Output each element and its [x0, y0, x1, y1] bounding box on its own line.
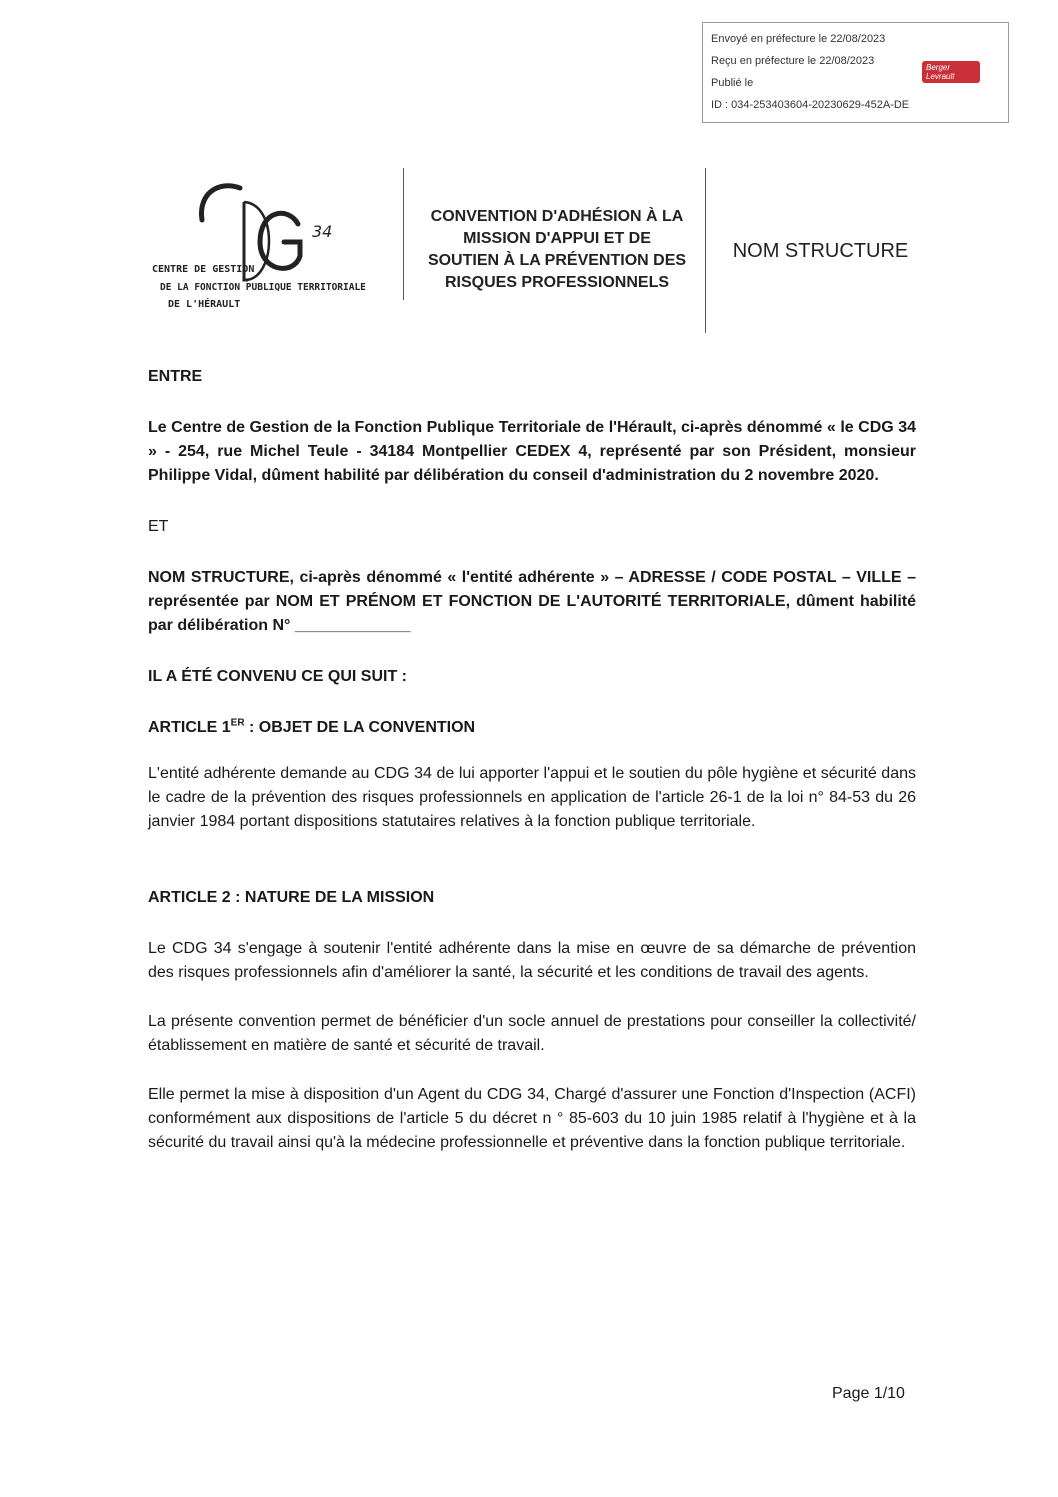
stamp-line-envoye: Envoyé en préfecture le 22/08/2023 — [711, 33, 886, 45]
article-2-paragraph-1: Le CDG 34 s'engage à soutenir l'entité adhérente dans la mise en œuvre de sa démarche de prévention des risques professionnels afin d'améliorer la santé, la sécurité et les conditions de travail des agents. — [148, 940, 916, 981]
article-1-title: ARTICLE 1ER : OBJET DE LA CONVENTION — [148, 717, 476, 736]
stamp-line-publie: Publié le — [711, 77, 754, 89]
logo-number: 34 — [312, 222, 333, 241]
header-divider-right — [705, 168, 706, 333]
nom-structure: NOM STRUCTURE — [732, 240, 909, 262]
logo-line-1: CENTRE DE GESTION — [152, 264, 255, 275]
berger-levrault-logo: Berger Levrault — [922, 61, 980, 83]
document-header — [0, 160, 1058, 340]
entre-label: ENTRE — [148, 368, 203, 385]
convention-title: CONVENTION D'ADHÉSION À LA MISSION D'APPUI ET DE SOUTIEN À LA PRÉVENTION DES RISQUES PROFESSIONNELS — [427, 208, 687, 291]
article-1-text: L'entité adhérente demande au CDG 34 de lui apporter l'appui et le soutien du pôle hygiène et sécurité dans le cadre de la prévention des risques professionnels en application de l'article 26-1 de la loi n° 84-53 du 26 janvier 1984 portant dispositions statutaires relatives à la fonction publique territoriale. — [148, 765, 916, 830]
stamp-line-id: ID : 034-253403604-20230629-452A-DE — [711, 99, 910, 111]
convenu-heading: IL A ÉTÉ CONVENU CE QUI SUIT : — [148, 668, 407, 685]
logo-line-3: DE L'HÉRAULT — [168, 299, 241, 310]
article-2-paragraph-2: La présente convention permet de bénéficier d'un socle annuel de prestations pour conseiller la collectivité/établissement en matière de santé et sécurité de travail. — [148, 1013, 916, 1054]
document-body — [148, 365, 916, 1155]
et-label: ET — [148, 518, 169, 535]
header-divider-left — [403, 168, 404, 300]
logo-line-2: DE LA FONCTION PUBLIQUE TERRITORIALE — [160, 282, 366, 293]
prefecture-stamp — [702, 22, 1009, 123]
article-2-paragraph-3: Elle permet la mise à disposition d'un Agent du CDG 34, Chargé d'assurer une Fonction d'Inspection (ACFI) conformément aux dispositions de l'article 5 du décret n ° 85-603 du 10 juin 1985 relatif à l'hygiène et à la sécurité du travail ainsi qu'à la médecine professionnelle et préventive dans la fonction publique territoriale. — [148, 1086, 916, 1151]
article-2-title: ARTICLE 2 : NATURE DE LA MISSION — [148, 889, 435, 906]
cdg34-logo — [148, 180, 378, 320]
page-number: Page 1/10 — [832, 1385, 905, 1402]
party-entite: NOM STRUCTURE, ci-après dénommé « l'entité adhérente » – ADRESSE / CODE POSTAL – VILLE – représentée par NOM ET PRÉNOM ET FONCTION DE L'AUTORITÉ TERRITORIALE, dûment habilité par délibération N° _____________ — [148, 569, 916, 634]
party-cdg34: Le Centre de Gestion de la Fonction Publique Territoriale de l'Hérault, ci-après dénommé « le CDG 34 » - 254, rue Michel Teule - 34184 Montpellier CEDEX 4, représenté par son Président, monsieur Philippe Vidal, dûment habilité par délibération du conseil d'administration du 2 novembre 2020. — [148, 419, 916, 484]
stamp-line-recu: Reçu en préfecture le 22/08/2023 — [711, 55, 875, 67]
